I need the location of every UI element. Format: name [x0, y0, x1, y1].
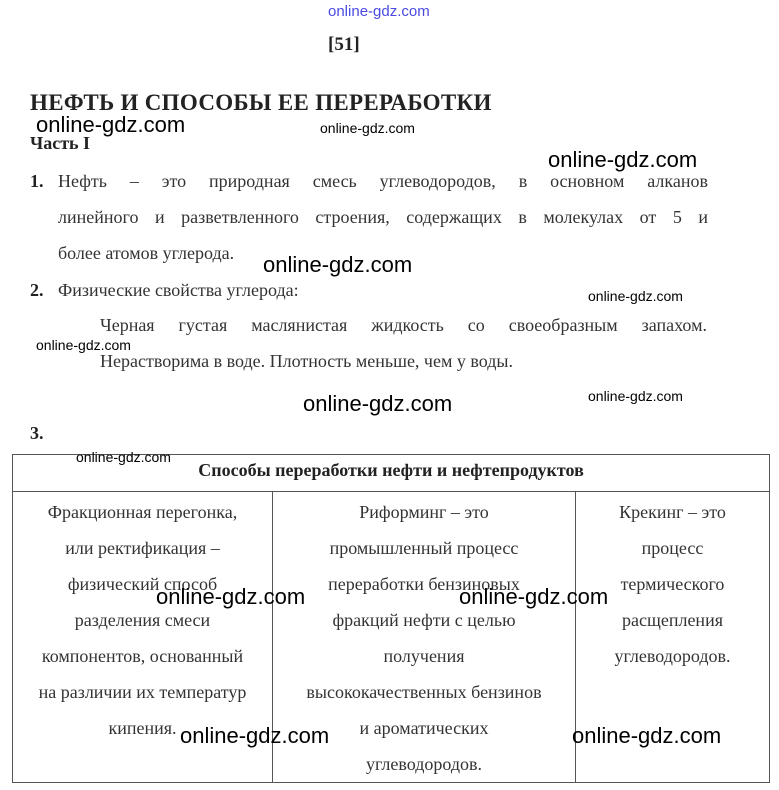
- watermark: online-gdz.com: [36, 112, 186, 137]
- table-cell-line: переработки бензиновых: [328, 574, 520, 594]
- watermark: online-gdz.com: [303, 391, 453, 416]
- watermark: online-gdz.com: [459, 584, 609, 609]
- watermark: online-gdz.com: [548, 147, 698, 172]
- item-1-line-3: более атомов углерода.: [58, 243, 235, 263]
- page-number: [51]: [328, 34, 360, 55]
- table-cell-line: кипения.: [108, 718, 177, 738]
- table-cell-line: термического: [620, 574, 725, 594]
- table-cell-line: фракций нефти с целью: [332, 610, 516, 630]
- table-cell-line: расщепления: [622, 610, 723, 630]
- table-cell-line: высококачественных бензинов: [306, 682, 542, 702]
- table-cell-line: процесс: [641, 538, 704, 558]
- watermark: online-gdz.com: [156, 584, 306, 609]
- table-cell-line: промышленный процесс: [329, 538, 519, 558]
- watermark: online-gdz.com: [76, 449, 171, 465]
- top-watermark: online-gdz.com: [328, 3, 430, 20]
- table-cell-line: компонентов, основанный: [41, 646, 244, 666]
- watermark: online-gdz.com: [263, 252, 413, 277]
- table-cell-line: углеводородов.: [614, 646, 731, 666]
- item-1-line-1: Нефть – это природная смесь углеводородов, в основном алканов: [58, 171, 708, 191]
- item-3-number: 3.: [30, 423, 44, 443]
- table-cell-line: физический способ: [67, 574, 218, 594]
- table-cell-line: или ректификация –: [65, 538, 220, 558]
- watermark: online-gdz.com: [180, 723, 330, 748]
- page-title: НЕФТЬ И СПОСОБЫ ЕЕ ПЕРЕРАБОТКИ: [30, 90, 492, 115]
- item-1-line-2: линейного и разветвленного строения, содержащих в молекулах от 5 и: [58, 207, 708, 227]
- table-cell-line: Риформинг – это: [359, 502, 489, 522]
- table-cell-line: Крекинг – это: [619, 502, 726, 522]
- item-2-line-1: Черная густая маслянистая жидкость со своеобразным запахом.: [100, 315, 707, 335]
- table-title: Способы переработки нефти и нефтепродуктов: [13, 455, 769, 492]
- watermark: online-gdz.com: [320, 120, 415, 136]
- item-2-text: Физические свойства углерода:: [58, 280, 299, 300]
- table-cell-line: на различии их температур: [38, 682, 247, 702]
- table-cell-line: Фракционная перегонка,: [47, 502, 238, 522]
- watermark: online-gdz.com: [572, 723, 722, 748]
- table-cell-line: получения: [383, 646, 465, 666]
- table-cell-line: и ароматических: [359, 718, 489, 738]
- part-heading: Часть I: [30, 133, 91, 153]
- item-2-number: 2.: [30, 280, 44, 300]
- watermark: online-gdz.com: [588, 388, 683, 404]
- item-1-number: 1.: [30, 171, 44, 191]
- table-cell-line: углеводородов.: [365, 754, 483, 774]
- watermark: online-gdz.com: [36, 337, 131, 353]
- table-cell-line: разделения смеси: [74, 610, 211, 630]
- watermark: online-gdz.com: [588, 288, 683, 304]
- item-2-line-2: Нерастворима в воде. Плотность меньше, чем у воды.: [100, 351, 513, 371]
